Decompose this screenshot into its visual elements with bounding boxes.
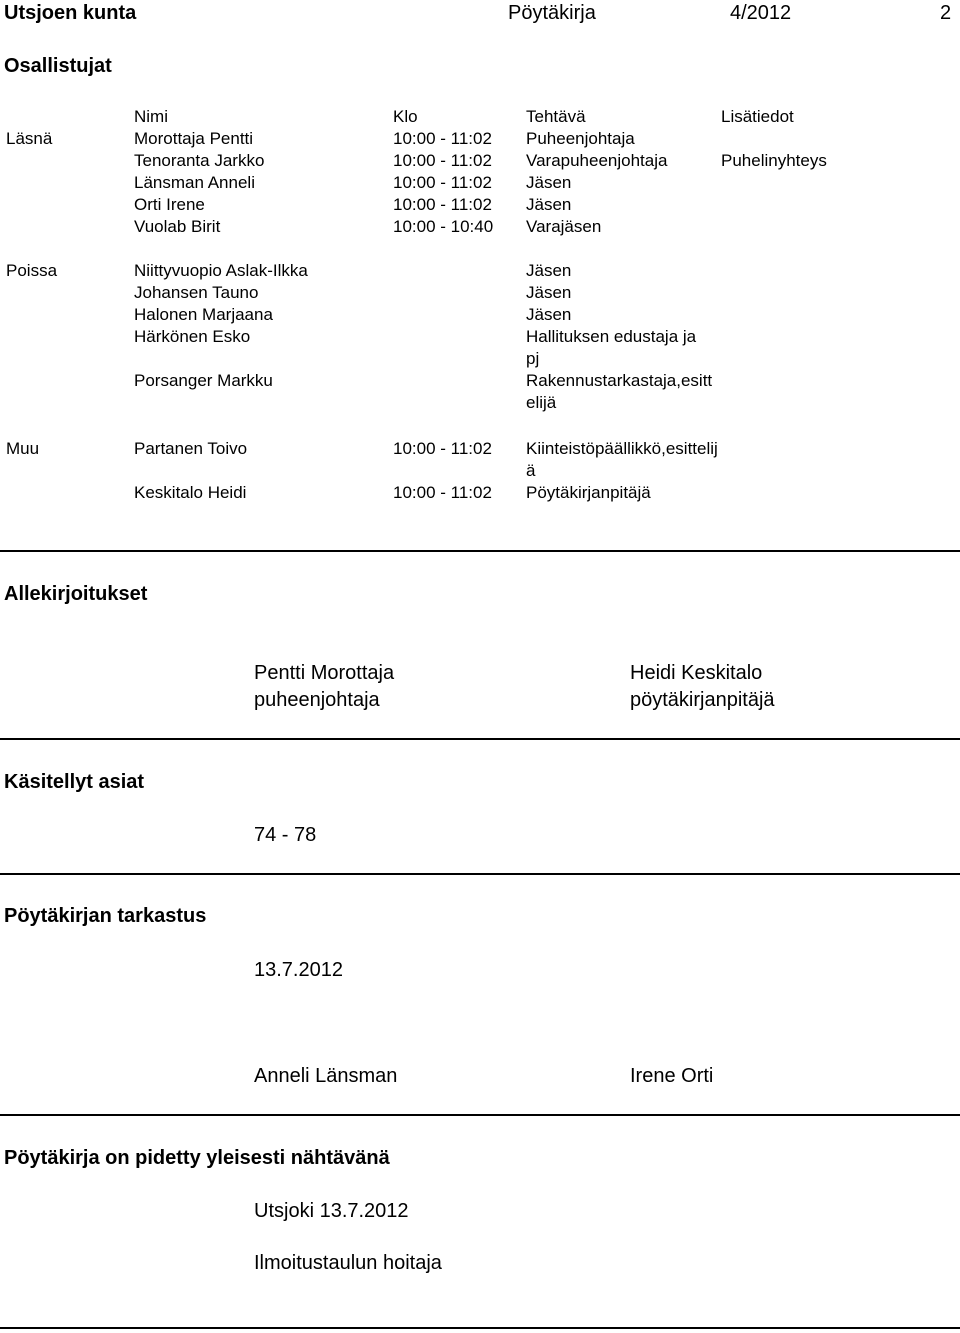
column-header-name: Nimi — [134, 107, 168, 126]
participant-time: 10:00 - 11:02 — [393, 483, 492, 502]
participant-role: Rakennustarkastaja,esittelijä — [526, 371, 713, 412]
participant-name: Niittyvuopio Aslak-Ilkka — [134, 261, 308, 280]
participant-time: 10:00 - 11:02 — [393, 173, 492, 192]
section-divider — [0, 873, 960, 875]
signatures-title: Allekirjoitukset — [4, 583, 148, 605]
participant-name: Porsanger Markku — [134, 371, 273, 390]
participant-role: Jäsen — [526, 173, 572, 192]
section-divider — [0, 550, 960, 552]
participant-role: Kiinteistöpäällikkö,esittelijä — [526, 439, 718, 480]
participant-name: Keskitalo Heidi — [134, 483, 247, 502]
participant-name: Partanen Toivo — [134, 439, 248, 458]
review-title: Pöytäkirjan tarkastus — [4, 905, 207, 927]
participant-role: Varapuheenjohtaja — [526, 151, 668, 170]
participant-role: Jäsen — [526, 283, 572, 302]
section-divider — [0, 1114, 960, 1116]
group-label-absent: Poissa — [6, 261, 58, 280]
participants-title: Osallistujat — [4, 55, 112, 77]
participant-name: Tenoranta Jarkko — [134, 151, 265, 170]
participant-role: Jäsen — [526, 195, 572, 214]
participant-info: Puhelinyhteys — [721, 151, 827, 170]
participant-role: Puheenjohtaja — [526, 129, 635, 148]
participant-role: Varajäsen — [526, 217, 602, 236]
secretary-signature-role: pöytäkirjanpitäjä — [630, 689, 775, 711]
participant-role: Pöytäkirjanpitäjä — [526, 483, 651, 502]
handled-items-title: Käsitellyt asiat — [4, 771, 145, 793]
participant-name: Johansen Tauno — [134, 283, 259, 302]
column-header-time: Klo — [393, 107, 418, 126]
reviewer-right-name: Irene Orti — [630, 1065, 714, 1087]
publication-title: Pöytäkirja on pidetty yleisesti nähtävänä — [4, 1147, 390, 1169]
document-number: 4/2012 — [730, 2, 792, 24]
participant-name: Länsman Anneli — [134, 173, 255, 192]
document-type: Pöytäkirja — [508, 2, 596, 24]
participant-time: 10:00 - 11:02 — [393, 129, 492, 148]
column-header-info: Lisätiedot — [721, 107, 794, 126]
handled-items-range: 74 - 78 — [254, 824, 317, 846]
group-label-present: Läsnä — [6, 129, 53, 148]
organization-name: Utsjoen kunta — [4, 2, 137, 24]
page-number: 2 — [940, 2, 952, 24]
participant-role: Jäsen — [526, 261, 572, 280]
reviewer-left-name: Anneli Länsman — [254, 1065, 398, 1087]
secretary-signature-name: Heidi Keskitalo — [630, 662, 763, 684]
participant-role: Hallituksen edustaja ja pj — [526, 327, 697, 368]
participant-name: Morottaja Pentti — [134, 129, 254, 148]
chair-signature-role: puheenjohtaja — [254, 689, 380, 711]
participant-time: 10:00 - 11:02 — [393, 195, 492, 214]
chair-signature-name: Pentti Morottaja — [254, 662, 395, 684]
review-date: 13.7.2012 — [254, 959, 343, 981]
participant-time: 10:00 - 10:40 — [393, 217, 494, 236]
column-header-role: Tehtävä — [526, 107, 586, 126]
participant-name: Orti Irene — [134, 195, 205, 214]
participant-time: 10:00 - 11:02 — [393, 151, 492, 170]
publication-place-date: Utsjoki 13.7.2012 — [254, 1200, 409, 1222]
section-divider — [0, 738, 960, 740]
participant-name: Vuolab Birit — [134, 217, 221, 236]
participant-name: Härkönen Esko — [134, 327, 251, 346]
publication-location: Ilmoitustaulun hoitaja — [254, 1252, 442, 1274]
section-divider — [0, 1327, 960, 1329]
participant-name: Halonen Marjaana — [134, 305, 273, 324]
group-label-other: Muu — [6, 439, 40, 458]
participant-time: 10:00 - 11:02 — [393, 439, 492, 458]
participant-role: Jäsen — [526, 305, 572, 324]
